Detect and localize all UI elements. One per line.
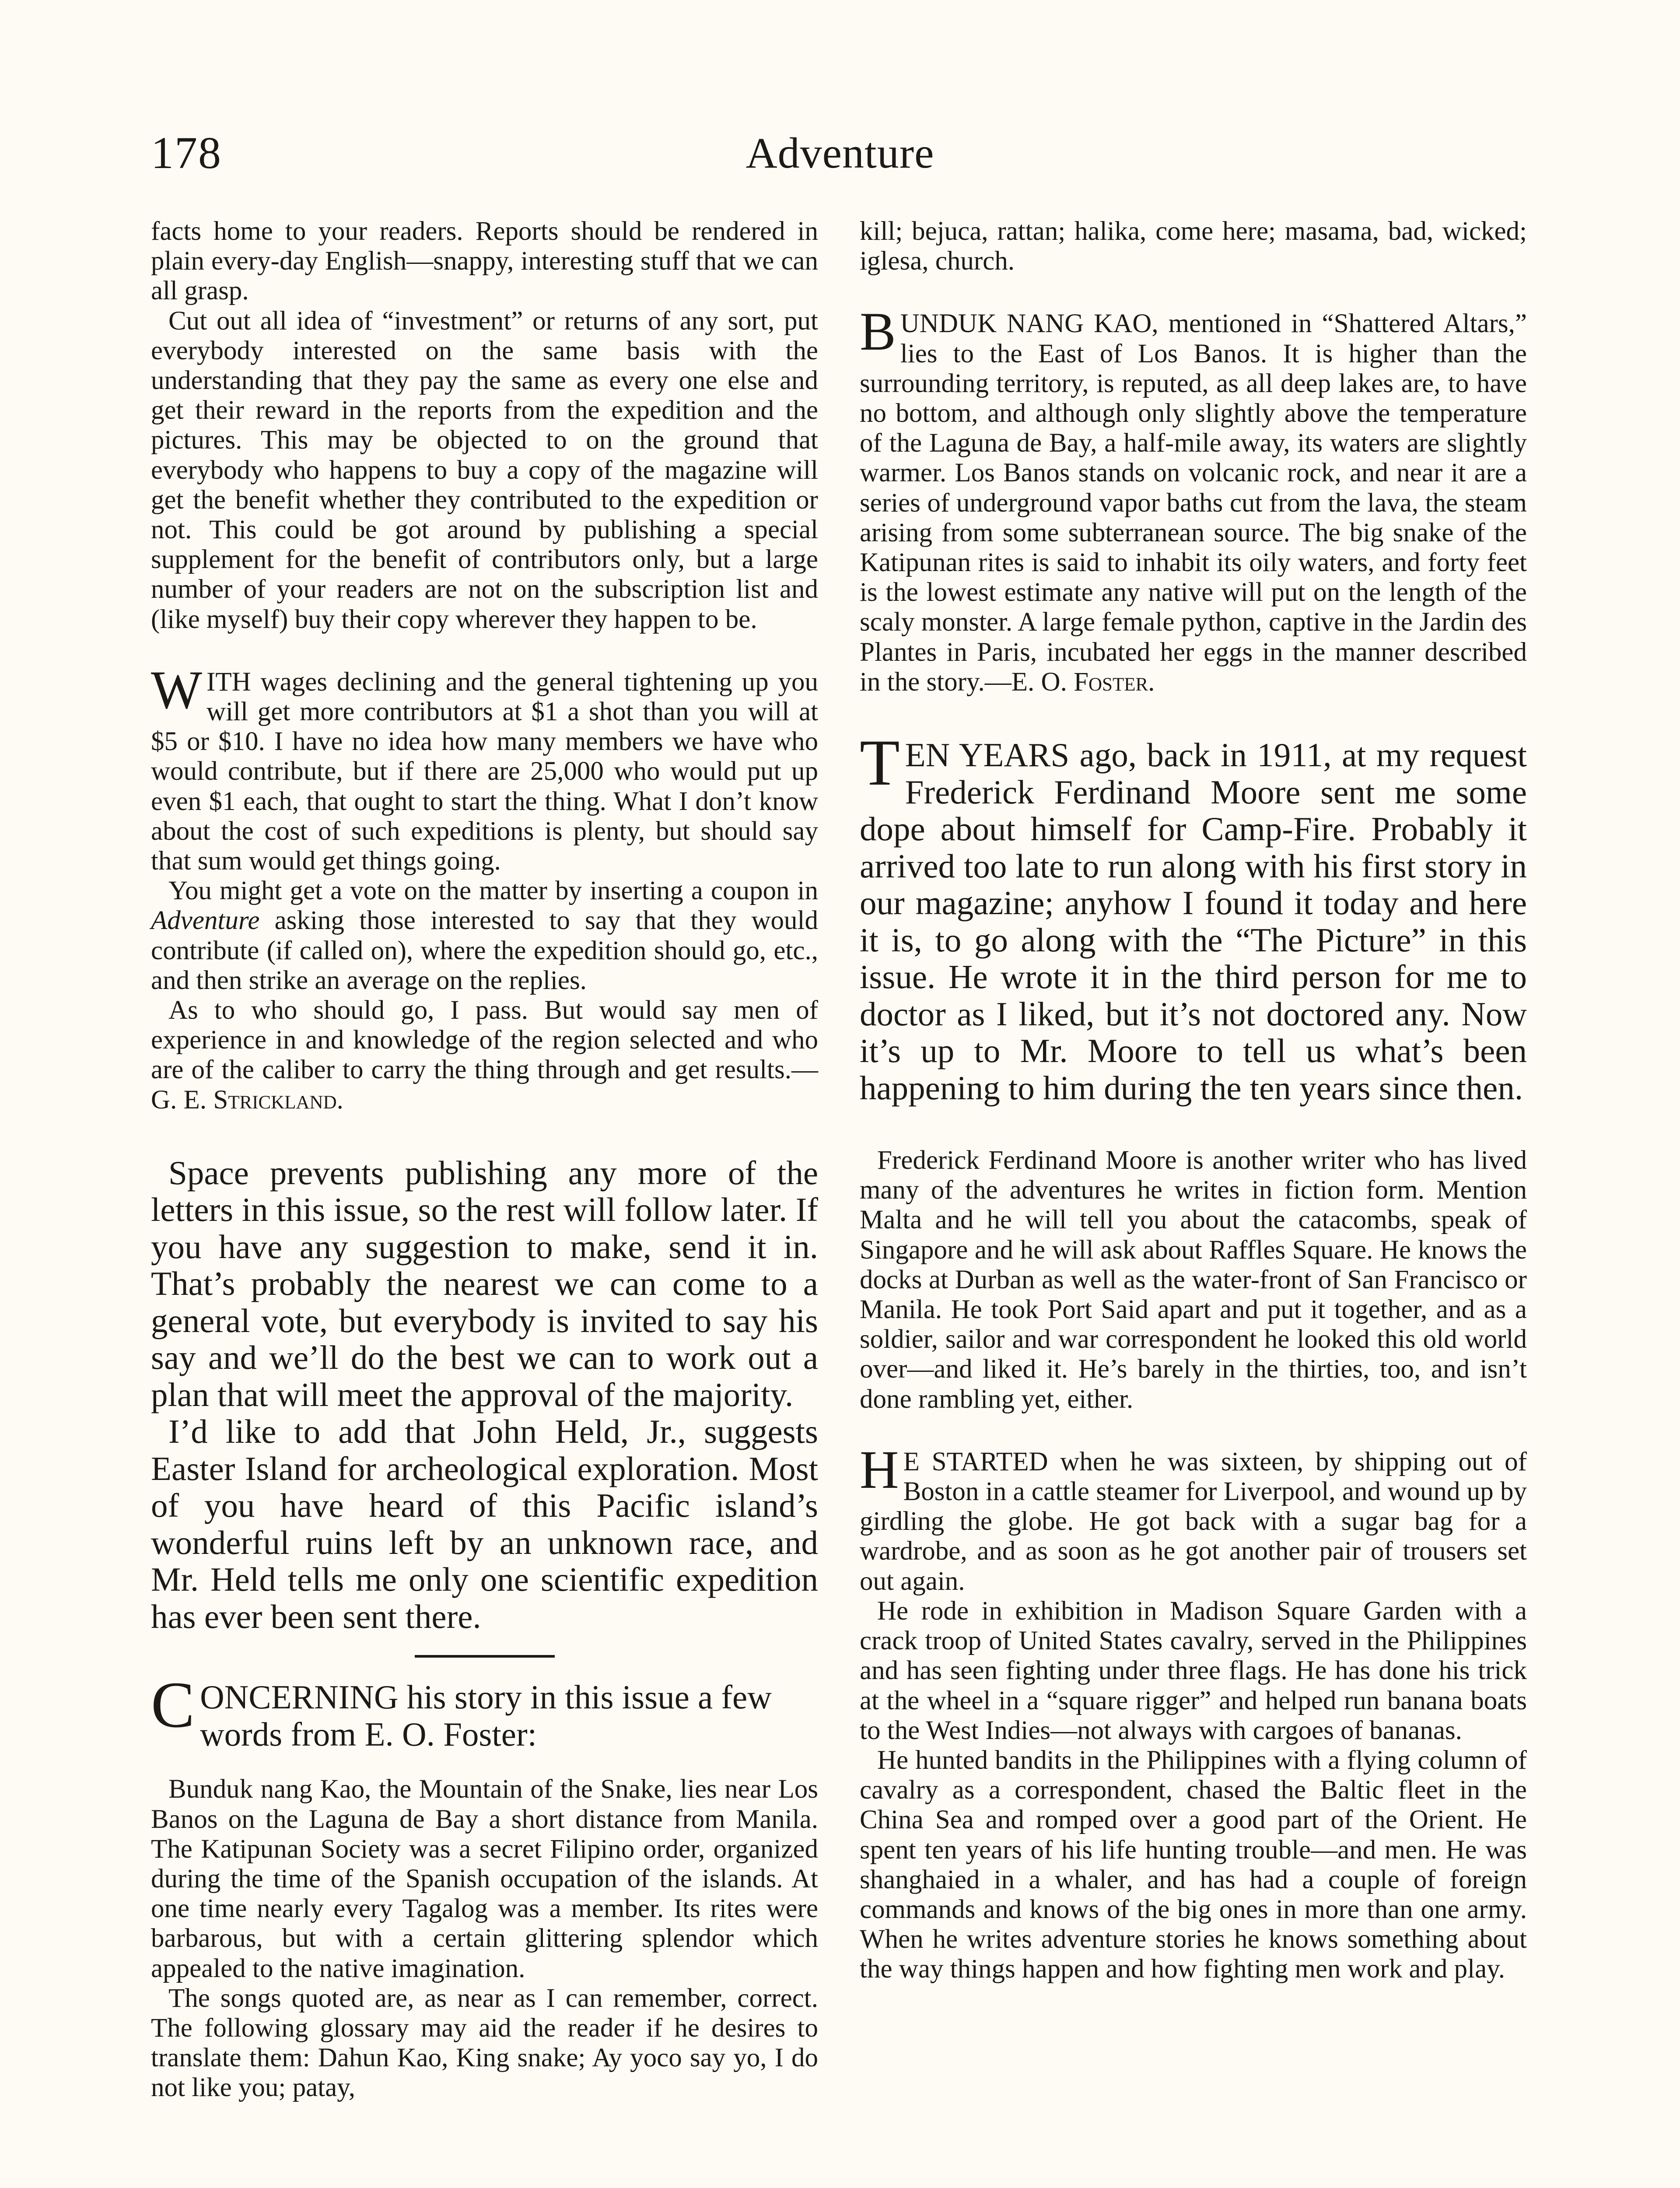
section-intro: ONCERNING his story in this issue a few words from E. O. Foster: xyxy=(200,1678,772,1753)
left-column xyxy=(151,217,818,2103)
magazine-title: Adventure xyxy=(746,129,934,177)
signature: G. E. Strickland. xyxy=(151,1085,343,1115)
moore-bio-section xyxy=(860,1146,1527,1414)
magazine-name-italic: Adventure xyxy=(151,906,260,936)
bio-paragraph: He hunted bandits in the Philippines with a flying column of cavalry as a correspondent, chased the Baltic fleet in the China Sea and romped over a good part of the Orient. He spent ten years of his life hunting trouble—and men. He was shanghaied in a whaler, and has had a couple of foreign commands and knows of the big ones in more than one army. When he writes adventure stories he knows something about the way things happen and how fighting men work and play. xyxy=(860,1745,1527,1984)
section-divider xyxy=(415,1655,555,1658)
right-column xyxy=(860,217,1527,1985)
drop-cap: B xyxy=(860,302,896,362)
letter-paragraph xyxy=(151,996,818,1115)
concerning-section xyxy=(151,1669,818,2103)
bio-paragraph: Frederick Ferdinand Moore is another writer who has lived many of the adventures he writes in fiction form. Mention Malta and he will tell you about the catacombs, speak of Singapore and he will ask about Raffles Square. He knows the docks at Durban as well as the water-front of San Francisco or Manila. He took Port Said apart and put it together, and as a soldier, sailor and war correspondent he looked this old world over—and liked it. He’s barely in the thirties, too, and isn’t done rambling yet, either. xyxy=(860,1146,1527,1414)
bio-paragraph: He rode in exhibition in Madison Square Garden with a crack troop of United States cavalry, served in the Philippines and has seen fighting under three flags. He has done his trick at the wheel in a “square rigger” and helped run banana boats to the West Indies—not always with cargoes of bananas. xyxy=(860,1596,1527,1745)
drop-cap: T xyxy=(860,726,900,799)
drop-cap: H xyxy=(860,1439,899,1500)
letter-paragraph: Cut out all idea of “investment” or returns of any sort, put everybody interested on the same basis with the understanding that they pay the same as every one else and get their reward in the reports from the expedition and the pictures. This may be objected to on the ground that everybody who happens to buy a copy of the magazine will get the benefit whether they contributed to the expedition or not. This could be got around by publishing a special supplement for the benefit of contributors only, but a large number of your readers are not on the subscription list and (like myself) buy their copy wherever they happen to be. xyxy=(151,306,818,634)
editor-paragraph: Space prevents publishing any more of the letters in this issue, so the rest will follow later. If you have any suggestion to make, send it in. That’s probably the nearest we can come to a general vote, but everybody is invited to say his say and we’ll do the best we can to work out a plan that will meet the approval of the majority. xyxy=(151,1154,818,1413)
letter-paragraph: The songs quoted are, as near as I can remember, correct. The following glossary may aid the reader if he desires to translate them: Dahun Kao, King snake; Ay yoco say yo, I do not like you; patay, xyxy=(151,1983,818,2103)
letter-paragraph: kill; bejuca, rattan; halika, come here; masama, bad, wicked; iglesa, church. xyxy=(860,217,1527,276)
letter-paragraph: UNDUK NANG KAO, mentioned in “Shattered Altars,” lies to the East of Los Banos. It is higher than the surrounding territory, is reputed, as all deep lakes are, to have no bottom, and although only slightly above the temperature of the Laguna de Bay, a half-mile away, its waters are slightly warmer. Los Banos stands on volcanic rock, and near it are a series of underground vapor baths cut from the lava, the steam arising from some subterranean source. The big snake of the Katipunan rites is said to inhabit its oily waters, and forty feet is the lowest estimate any native will put on the length of the scaly monster. A large female python, captive in the Jardin des Plantes in Paris, incubated her eggs in the manner described in the story.— xyxy=(860,309,1527,697)
started-section xyxy=(860,1439,1527,1985)
drop-cap: W xyxy=(151,659,203,720)
letter-paragraph xyxy=(151,876,818,996)
signature: E. O. Foster. xyxy=(1011,667,1155,697)
letter-paragraph: Bunduk nang Kao, the Mountain of the Snake, lies near Los Banos on the Laguna de Bay a short distance from Manila. The Katipunan Society was a secret Filipino order, organized during the time of the Spanish occupation of the islands. At one time nearly every Tagalog was a member. Its rites were barbarous, but with a certain glittering splendor which appealed to the native imagination. xyxy=(151,1774,818,1983)
ten-years-section xyxy=(860,726,1527,1107)
letter-paragraph: facts home to your readers. Reports should be rendered in plain every-day English—snappy, interesting stuff that we can all grasp. xyxy=(151,217,818,306)
letter-paragraph: ITH wages declining and the general tightening up you will get more contributors at $1 a shot than you will at $5 or $10. I have no idea how many members we have who would contribute, but if there are 25,000 who would put up even $1 each, that ought to start the thing. What I don’t know about the cost of such expeditions is plenty, but should say that sum would get things going. xyxy=(151,667,818,876)
text-span: asking those interested to say that they would contribute (if called on), where the expedition should go, etc., and then strike an average on the replies. xyxy=(151,906,818,995)
page-number: 178 xyxy=(151,128,222,178)
editor-section xyxy=(151,1154,818,1635)
editor-paragraph: EN YEARS ago, back in 1911, at my request Frederick Ferdinand Moore sent me some dope about himself for Camp-Fire. Probably it arrived too late to run along with his first story in our magazine; anyhow I found it today and here it is, to go along with the “The Picture” in this issue. He wrote it in the third person for me to doctor as I liked, but it’s not doctored any. Now it’s up to Mr. Moore to tell us what’s been happening to him during the ten years since then. xyxy=(860,736,1527,1107)
text-span: You might get a vote on the matter by inserting a coupon in xyxy=(168,876,818,906)
text-span: As to who should go, I pass. But would say men of experience in and knowledge of the region selected and who are of the caliber to carry the thing through and get results.— xyxy=(151,996,818,1085)
bio-paragraph: E STARTED when he was sixteen, by shipping out of Boston in a cattle steamer for Liverpool, and wound up by girdling the globe. He got back with a sugar bag for a wardrobe, and as soon as he got another pair of trousers set out again. xyxy=(860,1447,1527,1596)
letter-section xyxy=(151,659,818,1115)
drop-cap: C xyxy=(151,1669,195,1742)
page-header xyxy=(0,127,1680,193)
editor-paragraph: I’d like to add that John Held, Jr., suggests Easter Island for archeological exploration. Most of you have heard of this Pacific island’s wonderful ruins left by an unknown race, and Mr. Held tells me only one scientific expedition has ever been sent there. xyxy=(151,1413,818,1635)
bunduk-section xyxy=(860,302,1527,697)
